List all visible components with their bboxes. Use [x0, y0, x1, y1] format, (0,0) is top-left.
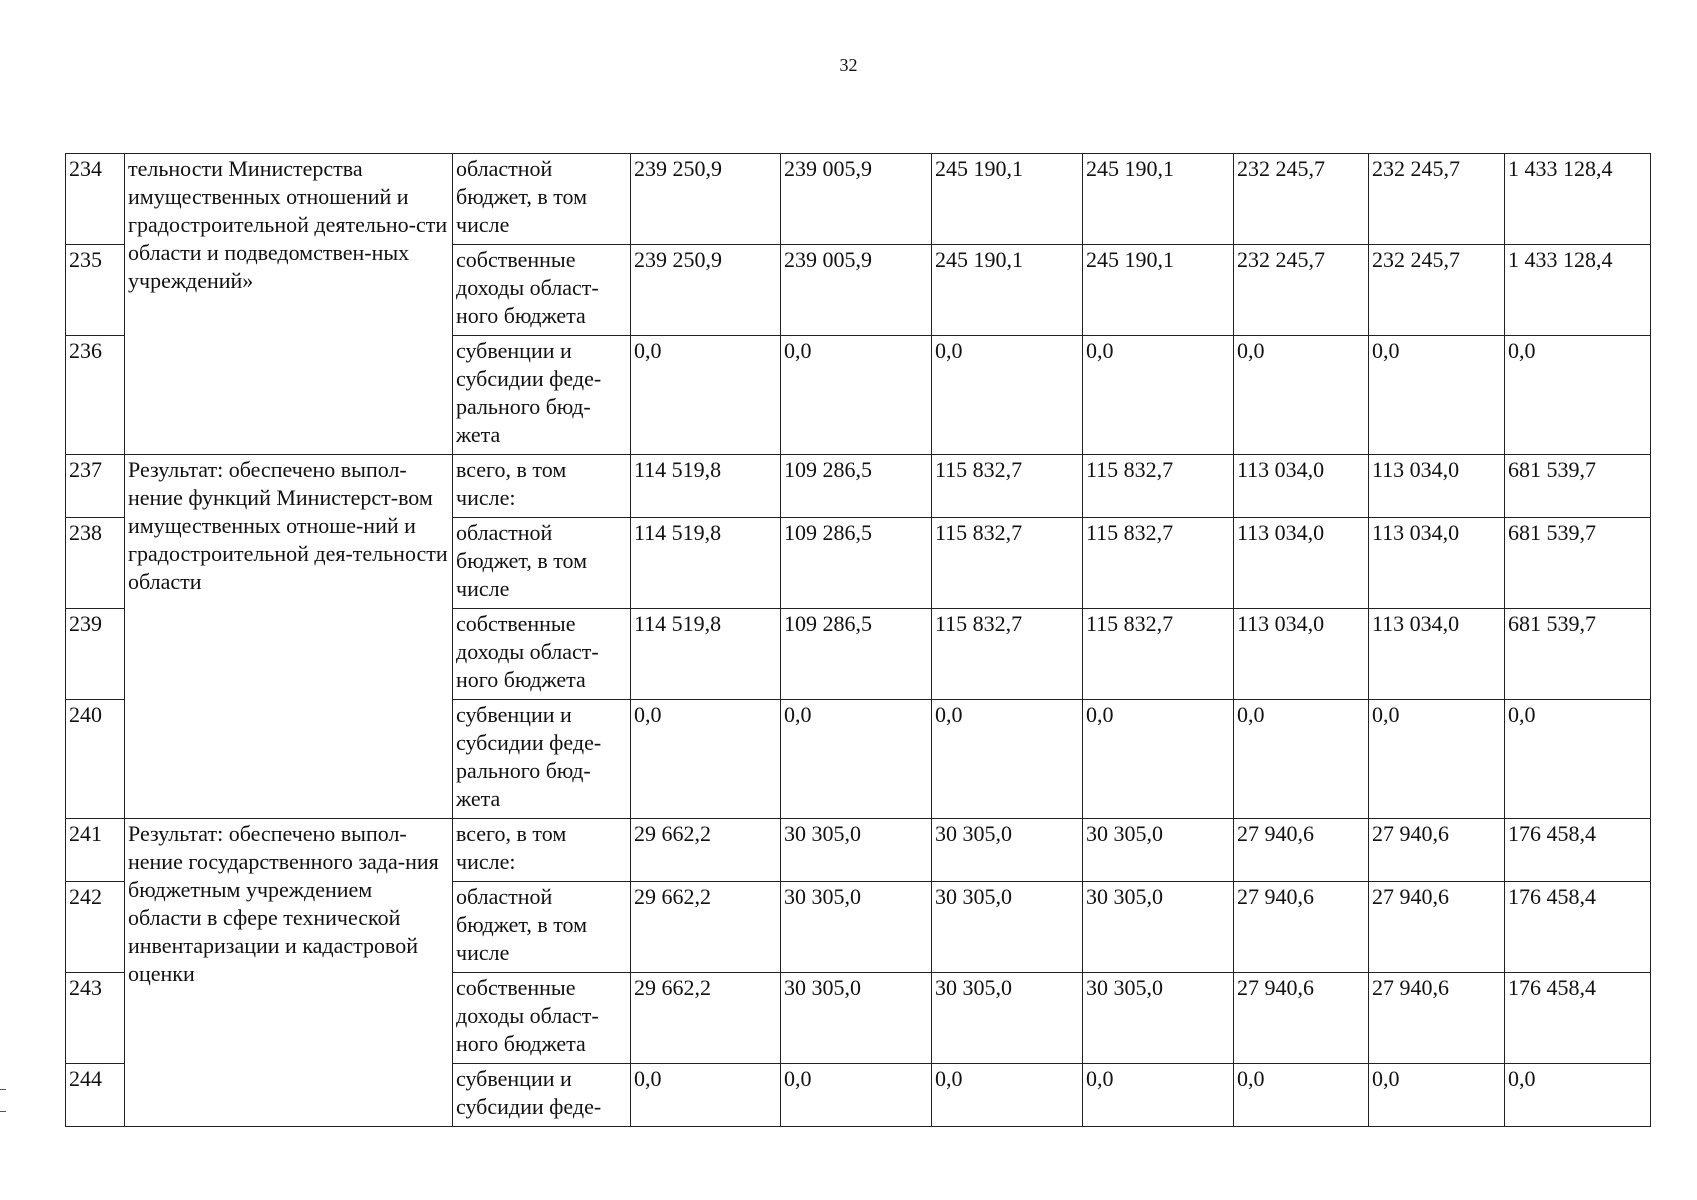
activity-description: Результат: обеспечено выпол-нение государственного зада-ния бюджетным учреждением области в сфере технической инвентаризации и кадастровой оценки [125, 819, 453, 1127]
year-value-cell: 27 940,6 [1234, 819, 1369, 882]
year-value-cell: 115 832,7 [1083, 609, 1234, 700]
year-value-cell: 115 832,7 [932, 518, 1083, 609]
row-number: 243 [66, 973, 125, 1064]
funding-source: субвенции и субсидии феде-рального бюд-жета [453, 336, 631, 455]
total-value-cell: 1 433 128,4 [1505, 245, 1651, 336]
year-value-cell: 232 245,7 [1234, 154, 1369, 245]
year-value-cell: 30 305,0 [932, 819, 1083, 882]
year-value-cell: 29 662,2 [631, 882, 781, 973]
year-value-cell: 30 305,0 [781, 819, 932, 882]
year-value-cell: 113 034,0 [1234, 609, 1369, 700]
year-value-cell: 27 940,6 [1369, 973, 1505, 1064]
year-value-cell: 239 250,9 [631, 154, 781, 245]
year-value-cell: 113 034,0 [1369, 518, 1505, 609]
total-value-cell: 0,0 [1505, 700, 1651, 819]
year-value-cell: 239 005,9 [781, 154, 932, 245]
year-value-cell: 0,0 [932, 336, 1083, 455]
year-value-cell: 30 305,0 [1083, 882, 1234, 973]
year-value-cell: 0,0 [1369, 700, 1505, 819]
year-value-cell: 0,0 [631, 336, 781, 455]
year-value-cell: 245 190,1 [932, 245, 1083, 336]
row-number: 239 [66, 609, 125, 700]
year-value-cell: 239 005,9 [781, 245, 932, 336]
total-value-cell: 176 458,4 [1505, 819, 1651, 882]
year-value-cell: 30 305,0 [932, 973, 1083, 1064]
year-value-cell: 30 305,0 [1083, 819, 1234, 882]
funding-source: областной бюджет, в том числе [453, 154, 631, 245]
year-value-cell: 239 250,9 [631, 245, 781, 336]
year-value-cell: 232 245,7 [1369, 245, 1505, 336]
year-value-cell: 115 832,7 [932, 609, 1083, 700]
year-value-cell: 0,0 [781, 1064, 932, 1127]
total-value-cell: 0,0 [1505, 1064, 1651, 1127]
year-value-cell: 0,0 [1369, 1064, 1505, 1127]
row-number: 235 [66, 245, 125, 336]
year-value-cell: 0,0 [1234, 336, 1369, 455]
year-value-cell: 0,0 [1083, 700, 1234, 819]
year-value-cell: 109 286,5 [781, 518, 932, 609]
year-value-cell: 30 305,0 [781, 882, 932, 973]
year-value-cell: 114 519,8 [631, 455, 781, 518]
year-value-cell: 113 034,0 [1234, 518, 1369, 609]
year-value-cell: 232 245,7 [1234, 245, 1369, 336]
year-value-cell: 27 940,6 [1234, 973, 1369, 1064]
margin-mark [0, 1111, 6, 1112]
budget-table [65, 153, 1651, 1127]
total-value-cell: 0,0 [1505, 336, 1651, 455]
funding-source: всего, в том числе: [453, 455, 631, 518]
margin-mark [0, 1089, 6, 1090]
row-number: 238 [66, 518, 125, 609]
row-number: 242 [66, 882, 125, 973]
row-number: 244 [66, 1064, 125, 1127]
year-value-cell: 113 034,0 [1369, 455, 1505, 518]
year-value-cell: 0,0 [631, 1064, 781, 1127]
table-row [66, 154, 1651, 245]
year-value-cell: 30 305,0 [781, 973, 932, 1064]
year-value-cell: 232 245,7 [1369, 154, 1505, 245]
year-value-cell: 245 190,1 [1083, 154, 1234, 245]
total-value-cell: 681 539,7 [1505, 455, 1651, 518]
activity-description: Результат: обеспечено выпол-нение функций Министерст-вом имущественных отноше-ний и градостроительной дея-тельности области [125, 455, 453, 819]
year-value-cell: 27 940,6 [1369, 819, 1505, 882]
year-value-cell: 0,0 [932, 1064, 1083, 1127]
funding-source: субвенции и субсидии феде-рального бюд-жета [453, 700, 631, 819]
year-value-cell: 0,0 [1234, 700, 1369, 819]
year-value-cell: 245 190,1 [932, 154, 1083, 245]
row-number: 237 [66, 455, 125, 518]
year-value-cell: 109 286,5 [781, 455, 932, 518]
year-value-cell: 113 034,0 [1369, 609, 1505, 700]
year-value-cell: 245 190,1 [1083, 245, 1234, 336]
year-value-cell: 30 305,0 [1083, 973, 1234, 1064]
year-value-cell: 0,0 [781, 336, 932, 455]
table-row [66, 819, 1651, 882]
year-value-cell: 0,0 [631, 700, 781, 819]
funding-source: всего, в том числе: [453, 819, 631, 882]
year-value-cell: 0,0 [1083, 1064, 1234, 1127]
year-value-cell: 0,0 [1234, 1064, 1369, 1127]
row-number: 236 [66, 336, 125, 455]
year-value-cell: 30 305,0 [932, 882, 1083, 973]
year-value-cell: 115 832,7 [932, 455, 1083, 518]
funding-source: областной бюджет, в том числе [453, 518, 631, 609]
funding-source: областной бюджет, в том числе [453, 882, 631, 973]
year-value-cell: 114 519,8 [631, 518, 781, 609]
total-value-cell: 176 458,4 [1505, 973, 1651, 1064]
year-value-cell: 0,0 [1083, 336, 1234, 455]
year-value-cell: 115 832,7 [1083, 518, 1234, 609]
year-value-cell: 0,0 [1369, 336, 1505, 455]
funding-source: субвенции и субсидии феде- [453, 1064, 631, 1127]
year-value-cell: 29 662,2 [631, 973, 781, 1064]
total-value-cell: 176 458,4 [1505, 882, 1651, 973]
table-body [66, 154, 1651, 1127]
year-value-cell: 115 832,7 [1083, 455, 1234, 518]
activity-description: тельности Министерства имущественных отношений и градостроительной деятельно-сти области и подведомствен-ных учреждений» [125, 154, 453, 455]
year-value-cell: 109 286,5 [781, 609, 932, 700]
year-value-cell: 0,0 [932, 700, 1083, 819]
total-value-cell: 681 539,7 [1505, 609, 1651, 700]
year-value-cell: 27 940,6 [1234, 882, 1369, 973]
funding-source: собственные доходы област-ного бюджета [453, 245, 631, 336]
year-value-cell: 113 034,0 [1234, 455, 1369, 518]
year-value-cell: 29 662,2 [631, 819, 781, 882]
total-value-cell: 681 539,7 [1505, 518, 1651, 609]
page-number: 32 [839, 55, 858, 75]
year-value-cell: 27 940,6 [1369, 882, 1505, 973]
year-value-cell: 0,0 [781, 700, 932, 819]
total-value-cell: 1 433 128,4 [1505, 154, 1651, 245]
funding-source: собственные доходы област-ного бюджета [453, 609, 631, 700]
year-value-cell: 114 519,8 [631, 609, 781, 700]
row-number: 241 [66, 819, 125, 882]
table-row [66, 455, 1651, 518]
row-number: 234 [66, 154, 125, 245]
row-number: 240 [66, 700, 125, 819]
funding-source: собственные доходы област-ного бюджета [453, 973, 631, 1064]
